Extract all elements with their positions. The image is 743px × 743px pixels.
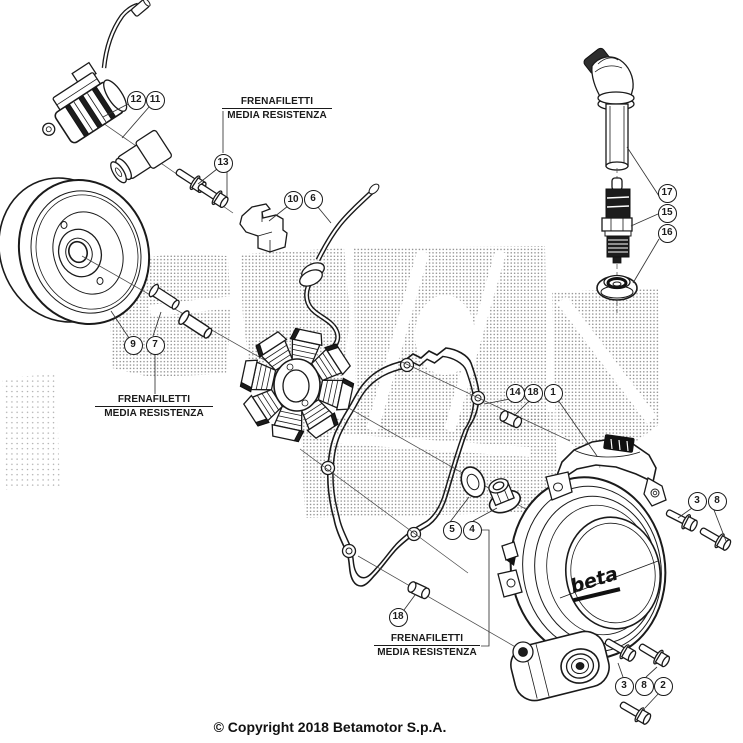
callout-6: 6 [304, 190, 323, 209]
callout-12: 12 [127, 91, 146, 110]
callout-14: 14 [506, 384, 525, 403]
coil-spacer [106, 129, 173, 188]
callout-18: 18 [389, 608, 408, 627]
cover-logo: beta [567, 562, 621, 598]
callout-8: 8 [635, 677, 654, 696]
copyright: © Copyright 2018 Betamotor S.p.A. [213, 719, 447, 735]
spark-plug [602, 168, 632, 276]
callout-8: 8 [708, 492, 727, 511]
callout-18: 18 [524, 384, 543, 403]
callout-7: 7 [146, 336, 165, 355]
note-line2: MEDIA RESISTENZA [227, 110, 327, 121]
callout-17: 17 [658, 184, 677, 203]
callout-11: 11 [146, 91, 165, 110]
threadlocker-note-2 [95, 394, 213, 419]
threadlocker-note-3 [374, 633, 480, 658]
note-line1: FRENAFILETTI [95, 394, 213, 407]
callout-5: 5 [443, 521, 462, 540]
callout-3: 3 [688, 492, 707, 511]
callout-13: 13 [214, 154, 233, 173]
spacer-bottom [407, 581, 432, 600]
callout-9: 9 [124, 336, 143, 355]
note-line1: FRENAFILETTI [374, 633, 480, 646]
ignition-coil [25, 0, 151, 154]
callout-1: 1 [544, 384, 563, 403]
wire-clamp-bracket [240, 204, 287, 252]
note-line1: FRENAFILETTI [222, 96, 332, 109]
stator [240, 328, 354, 442]
callout-2: 2 [654, 677, 673, 696]
callout-15: 15 [658, 204, 677, 223]
callout-10: 10 [284, 191, 303, 210]
note-line2: MEDIA RESISTENZA [377, 647, 477, 658]
spark-plug-cap [582, 47, 634, 170]
callout-16: 16 [658, 224, 677, 243]
threadlocker-note-1 [222, 96, 332, 121]
callout-4: 4 [463, 521, 482, 540]
note-line2: MEDIA RESISTENZA [104, 408, 204, 419]
callout-3: 3 [615, 677, 634, 696]
